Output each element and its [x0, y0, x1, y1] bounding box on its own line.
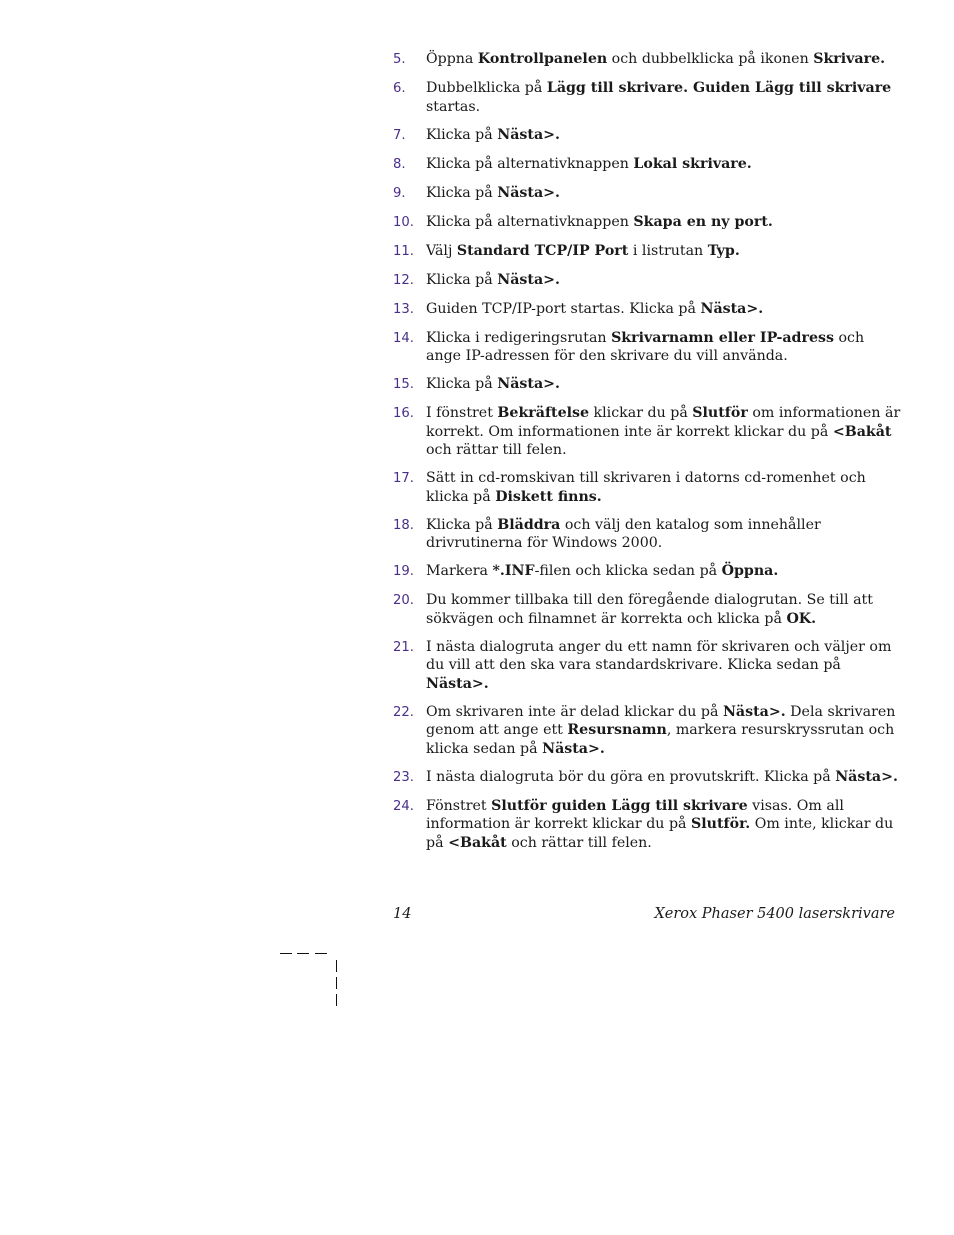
- page-number: 14: [393, 906, 412, 922]
- step-text-fragment: Öppna: [426, 51, 478, 67]
- list-item: [393, 50, 903, 70]
- step-number: 12.: [393, 272, 414, 288]
- ui-term: Nästa>.: [700, 300, 764, 317]
- step-text-fragment: Välj: [426, 242, 457, 259]
- step-text: [426, 155, 903, 174]
- ui-term: Nästa>.: [426, 675, 489, 692]
- step-text-fragment: Klicka på alternativknappen: [426, 213, 634, 230]
- ui-term: Lokal skrivare.: [633, 155, 752, 172]
- step-text: [426, 50, 903, 69]
- crop-mark-vertical: [336, 994, 337, 1006]
- ui-term: Slutför.: [691, 816, 751, 832]
- step-text-fragment: Klicka på: [426, 126, 498, 143]
- ui-term: Resursnamn: [567, 722, 667, 738]
- step-number: 24.: [393, 798, 414, 814]
- step-text-fragment: I fönstret: [426, 405, 498, 421]
- list-item: [393, 591, 903, 628]
- step-text-fragment: I nästa dialogruta bör du göra en provutskrift. Klicka på: [426, 768, 836, 785]
- list-item: [393, 375, 903, 395]
- ui-term: <Bakåt: [832, 423, 892, 440]
- step-text-fragment: Dubbelklicka på: [426, 80, 547, 96]
- step-text: [426, 404, 903, 460]
- step-number: 17.: [393, 471, 414, 486]
- step-number: 21.: [393, 639, 414, 655]
- document-title: Xerox Phaser 5400 laserskrivare: [654, 906, 895, 922]
- ui-term: Nästa>.: [497, 184, 560, 201]
- ui-term: Bläddra: [497, 516, 561, 533]
- ui-term: Nästa>.: [497, 376, 560, 392]
- step-text: [426, 703, 903, 759]
- ui-term: <Bakåt: [448, 834, 507, 851]
- step-number: 23.: [393, 769, 414, 785]
- step-text: [426, 300, 903, 319]
- step-number: 20.: [393, 593, 414, 608]
- step-text-fragment: Guiden TCP/IP-port startas. Klicka på: [426, 300, 701, 317]
- list-item: [393, 300, 903, 320]
- crop-mark-horizontal: [297, 953, 309, 954]
- ui-term: Nästa>.: [497, 271, 560, 288]
- step-text-fragment: i listrutan: [628, 242, 708, 259]
- ui-term: Slutför guiden Lägg till skrivare: [491, 797, 748, 814]
- step-text: [426, 591, 903, 628]
- list-item: [393, 329, 903, 366]
- ui-term: Nästa>.: [542, 740, 605, 757]
- crop-mark-horizontal: [280, 953, 292, 954]
- step-number: 9.: [393, 185, 406, 201]
- list-item: [393, 562, 903, 582]
- step-text-fragment: Klicka i redigeringsrutan: [426, 329, 612, 346]
- step-text-fragment: och rättar till felen.: [426, 442, 567, 458]
- step-text: [426, 79, 903, 116]
- step-text: [426, 562, 903, 581]
- step-text-fragment: och välj den katalog som innehåller drivrutinerna för Windows 2000.: [426, 516, 821, 551]
- step-text-fragment: Om skrivaren inte är delad klickar du på: [426, 703, 723, 720]
- step-text-fragment: och rättar till felen.: [506, 834, 652, 851]
- step-text: [426, 184, 903, 203]
- step-text-fragment: och dubbelklicka på ikonen: [607, 51, 814, 67]
- step-text-fragment: klickar du på: [589, 405, 693, 421]
- step-text: [426, 242, 903, 261]
- ui-term: Öppna.: [721, 563, 779, 579]
- step-text-fragment: Klicka på alternativknappen: [426, 155, 634, 172]
- instruction-list: [393, 50, 903, 862]
- list-item: [393, 797, 903, 853]
- step-text-fragment: , markera resurskryssrutan och klicka sedan på: [426, 722, 895, 757]
- ui-term: Standard TCP/IP Port: [456, 242, 629, 259]
- ui-term: Bekräftelse: [497, 405, 590, 421]
- ui-term: Slutför: [692, 405, 748, 421]
- step-text: [426, 126, 903, 145]
- step-text: [426, 271, 903, 290]
- ui-term: Nästa>.: [497, 126, 560, 143]
- ui-term: OK.: [786, 610, 817, 627]
- ui-term: Typ.: [707, 242, 740, 259]
- step-number: 13.: [393, 301, 414, 317]
- ui-term: Skapa en ny port.: [633, 213, 773, 230]
- list-item: [393, 638, 903, 694]
- list-item: [393, 703, 903, 759]
- ui-term: Lägg till skrivare. Guiden Lägg till skrivare: [546, 80, 892, 96]
- step-text-fragment: Du kommer tillbaka till den föregående dialogrutan. Se till att sökvägen och filnamnet är korrekta och klicka på: [426, 592, 873, 627]
- step-text-fragment: startas.: [426, 98, 481, 115]
- step-text-fragment: Klicka på: [426, 516, 498, 533]
- step-number: 7.: [393, 127, 406, 143]
- list-item: [393, 516, 903, 553]
- ui-term: Nästa>.: [835, 768, 898, 785]
- step-number: 19.: [393, 564, 414, 579]
- step-text: [426, 638, 903, 694]
- step-text-fragment: visas. Om all information är korrekt klickar du på: [426, 797, 844, 832]
- ui-term: Skrivarnamn eller IP-adress: [611, 329, 834, 346]
- list-item: [393, 469, 903, 506]
- step-text: [426, 375, 903, 394]
- step-text-fragment: Fönstret: [426, 797, 492, 814]
- step-text-fragment: Om inte, klickar du på: [426, 816, 894, 851]
- list-item: [393, 242, 903, 262]
- list-item: [393, 213, 903, 233]
- step-text-fragment: och ange IP-adressen för den skrivare du vill använda.: [426, 329, 865, 364]
- list-item: [393, 126, 903, 146]
- step-number: 8.: [393, 156, 406, 172]
- crop-mark-vertical: [336, 977, 337, 989]
- ui-term: Skrivare.: [813, 51, 886, 67]
- ui-term: Nästa>.: [722, 703, 786, 720]
- list-item: [393, 184, 903, 204]
- step-text: [426, 797, 903, 853]
- step-text: [426, 469, 903, 506]
- step-text-fragment: Klicka på: [426, 184, 498, 201]
- list-item: [393, 271, 903, 291]
- step-text-fragment: Klicka på: [426, 376, 498, 392]
- step-number: 10.: [393, 214, 414, 230]
- list-item: [393, 768, 903, 788]
- list-item: [393, 155, 903, 175]
- ui-term: Kontrollpanelen: [477, 51, 608, 67]
- step-text-fragment: Markera: [426, 563, 493, 579]
- step-text-fragment: I nästa dialogruta anger du ett namn för skrivaren och väljer om du vill att den ska vara standardskrivare. Klicka sedan på: [426, 638, 892, 673]
- step-number: 6.: [393, 81, 406, 96]
- step-number: 15.: [393, 377, 414, 392]
- step-text: [426, 213, 903, 232]
- step-number: 16.: [393, 406, 414, 421]
- step-text: [426, 768, 903, 787]
- step-text: [426, 329, 903, 366]
- step-number: 14.: [393, 330, 414, 346]
- step-text-fragment: Dela skrivaren genom att ange ett: [426, 703, 896, 738]
- ui-term: *.INF: [492, 563, 535, 579]
- step-text-fragment: Klicka på: [426, 271, 498, 288]
- step-number: 11.: [393, 243, 414, 259]
- ui-term: Diskett finns.: [495, 488, 602, 505]
- step-number: 22.: [393, 704, 414, 720]
- step-text-fragment: Sätt in cd-romskivan till skrivaren i datorns cd-romenhet och klicka på: [426, 470, 866, 505]
- step-text: [426, 516, 903, 553]
- step-number: 18.: [393, 517, 414, 533]
- step-text-fragment: -filen och klicka sedan på: [534, 563, 722, 579]
- list-item: [393, 404, 903, 460]
- crop-mark-vertical: [336, 960, 337, 972]
- step-text-fragment: om informationen är korrekt. Om informationen inte är korrekt klickar du på: [426, 405, 901, 440]
- step-number: 5.: [393, 52, 406, 67]
- crop-mark-horizontal: [315, 953, 327, 954]
- list-item: [393, 79, 903, 116]
